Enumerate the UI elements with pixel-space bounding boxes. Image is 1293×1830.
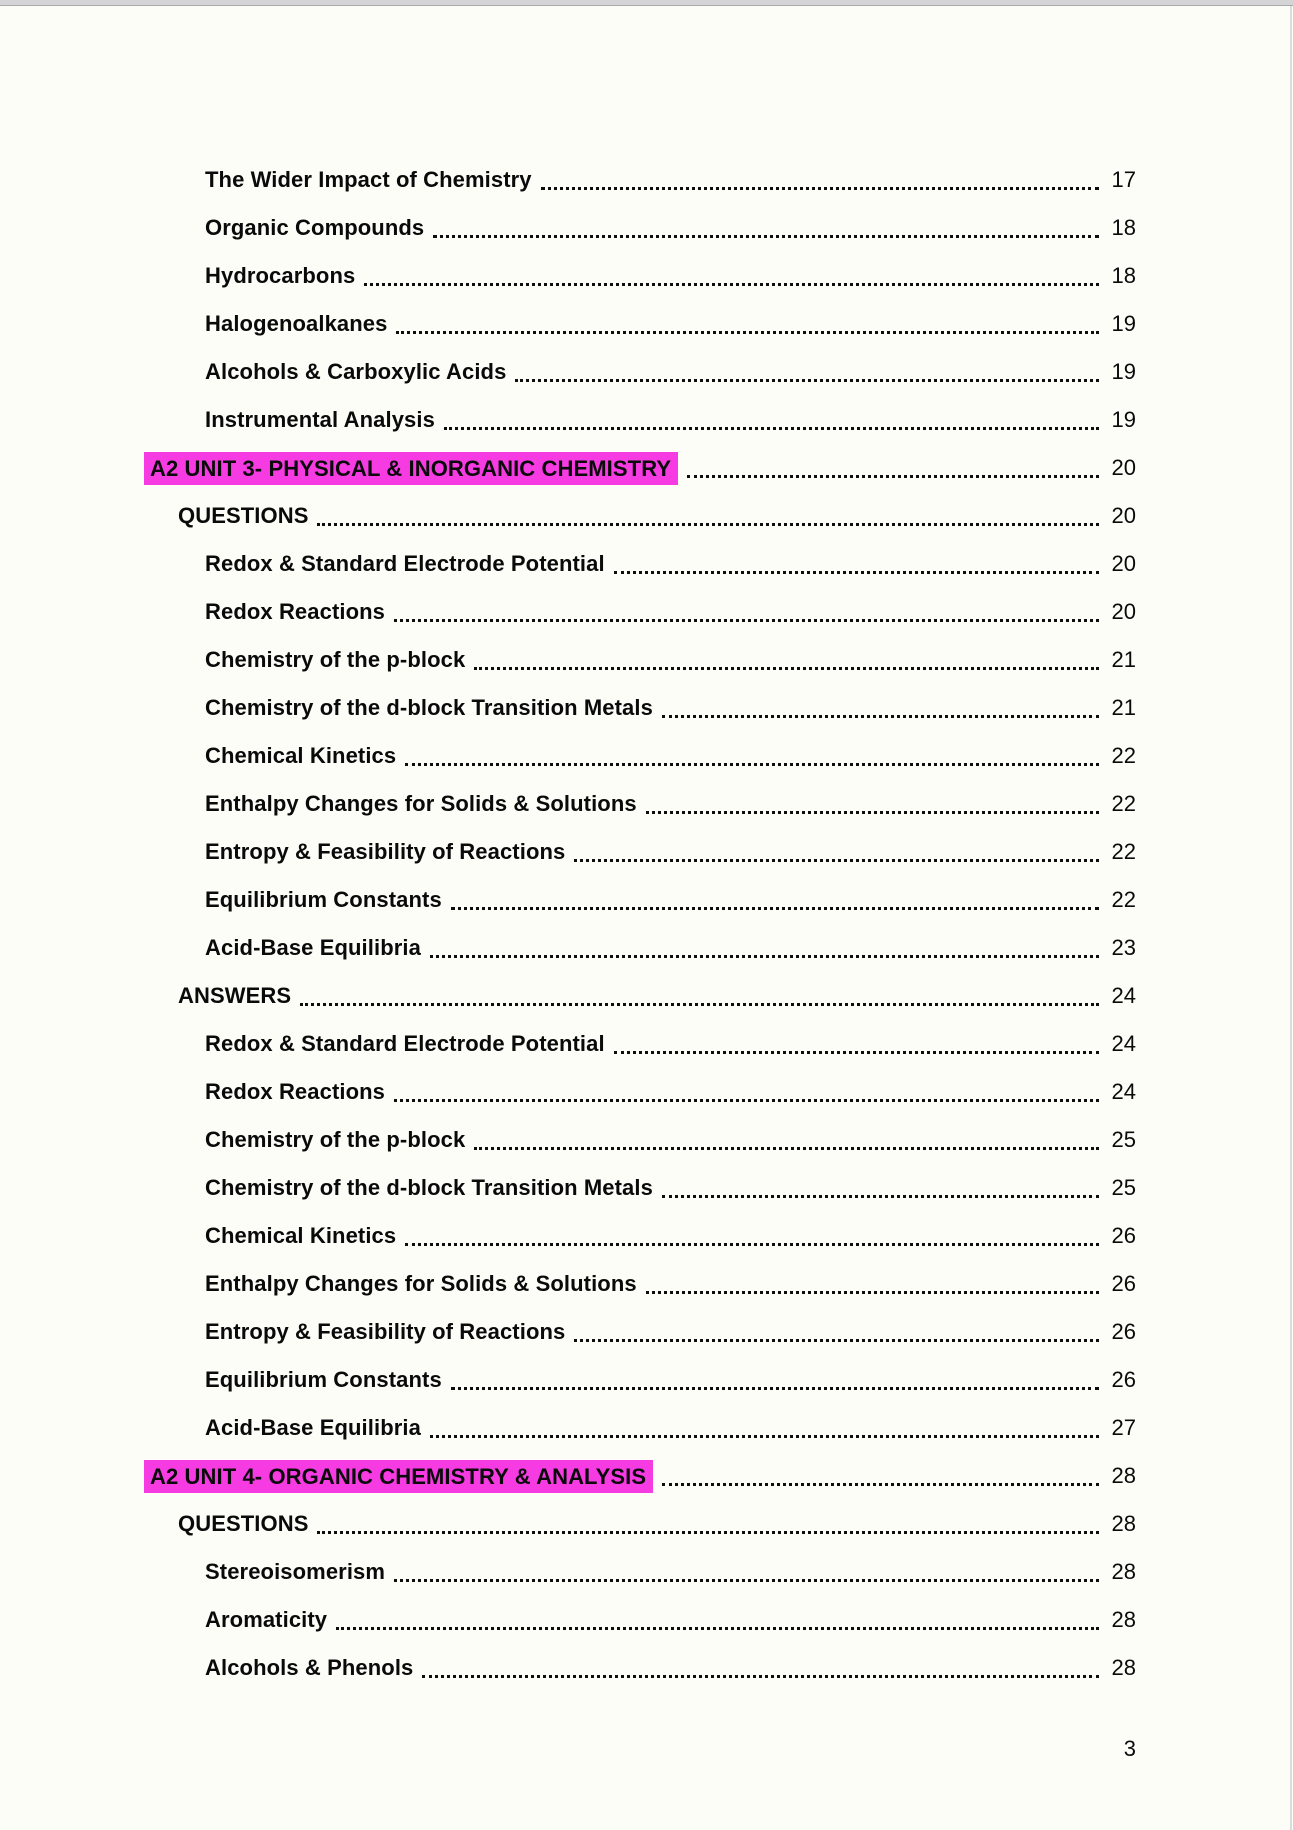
dot-leader — [394, 1099, 1099, 1102]
toc-entry-page-number: 25 — [1111, 1175, 1136, 1200]
dot-leader — [574, 1339, 1099, 1342]
toc-entry-page-number: 28 — [1111, 1511, 1136, 1536]
toc-entry[interactable] — [150, 924, 1136, 972]
toc-entry[interactable] — [150, 1116, 1136, 1164]
toc-entry-label: A2 UNIT 3- PHYSICAL & INORGANIC CHEMISTRY — [144, 452, 678, 485]
toc-entry-page-number: 26 — [1111, 1271, 1136, 1296]
toc-entry-label: Redox Reactions — [205, 599, 385, 624]
toc-entry-page-number: 19 — [1111, 407, 1136, 432]
page-footer — [1124, 1725, 1136, 1773]
toc-entry[interactable] — [150, 1356, 1136, 1404]
dot-leader — [300, 1003, 1099, 1006]
toc-entry-page-number: 22 — [1111, 887, 1136, 912]
toc-entry[interactable] — [150, 540, 1136, 588]
page-right-edge-line — [1290, 6, 1292, 1830]
toc-entry[interactable] — [150, 156, 1136, 204]
toc-entry[interactable] — [150, 1500, 1136, 1548]
dot-leader — [474, 667, 1099, 670]
toc-entry[interactable] — [150, 1404, 1136, 1452]
toc-entry-label: Chemistry of the p-block — [205, 1127, 466, 1152]
toc-entry-page-number: 17 — [1111, 167, 1136, 192]
toc-entry[interactable] — [150, 252, 1136, 300]
toc-entry-page-number: 26 — [1111, 1367, 1136, 1392]
toc-entry[interactable] — [150, 492, 1136, 540]
toc-entry[interactable] — [150, 588, 1136, 636]
toc-entry-label: A2 UNIT 4- ORGANIC CHEMISTRY & ANALYSIS — [144, 1460, 653, 1493]
dot-leader — [405, 763, 1099, 766]
toc-entry-page-number: 18 — [1111, 263, 1136, 288]
toc-entry-label: Chemistry of the p-block — [205, 647, 466, 672]
toc-entry[interactable] — [150, 348, 1136, 396]
toc-entry-label: Alcohols & Carboxylic Acids — [205, 359, 507, 384]
toc-entry-page-number: 24 — [1111, 1031, 1136, 1056]
dot-leader — [405, 1243, 1099, 1246]
toc-entry-label: ANSWERS — [178, 983, 292, 1008]
dot-leader — [687, 475, 1099, 478]
toc-entry-label: Redox & Standard Electrode Potential — [205, 1031, 605, 1056]
dot-leader — [433, 235, 1099, 238]
dot-leader — [422, 1675, 1099, 1678]
toc-entry-label: Alcohols & Phenols — [205, 1655, 414, 1680]
toc-entry[interactable] — [150, 780, 1136, 828]
dot-leader — [646, 1291, 1099, 1294]
dot-leader — [614, 571, 1099, 574]
toc-entry[interactable] — [150, 1452, 1136, 1500]
toc-entry-page-number: 19 — [1111, 359, 1136, 384]
toc-entry[interactable] — [150, 1596, 1136, 1644]
toc-entry[interactable] — [150, 396, 1136, 444]
dot-leader — [430, 1435, 1099, 1438]
dot-leader — [336, 1627, 1099, 1630]
dot-leader — [451, 1387, 1099, 1390]
dot-leader — [614, 1051, 1099, 1054]
toc-entry[interactable] — [150, 876, 1136, 924]
toc-entry-page-number: 20 — [1111, 599, 1136, 624]
toc-entry[interactable] — [150, 732, 1136, 780]
toc-entry-page-number: 28 — [1111, 1607, 1136, 1632]
toc-entry-label: Chemistry of the d-block Transition Metals — [205, 695, 653, 720]
toc-entry-label: QUESTIONS — [178, 503, 309, 528]
toc-entry-label: Enthalpy Changes for Solids & Solutions — [205, 791, 637, 816]
toc-entry-label: QUESTIONS — [178, 1511, 309, 1536]
dot-leader — [646, 811, 1099, 814]
page-number: 3 — [1123, 1736, 1136, 1761]
dot-leader — [317, 1531, 1099, 1534]
toc-entry-page-number: 27 — [1111, 1415, 1136, 1440]
toc-entry-label: Instrumental Analysis — [205, 407, 435, 432]
toc-entry-page-number: 25 — [1111, 1127, 1136, 1152]
toc-entry-label: Organic Compounds — [205, 215, 425, 240]
toc-entry-label: Equilibrium Constants — [205, 887, 442, 912]
dot-leader — [394, 619, 1099, 622]
toc-entry-page-number: 28 — [1111, 1655, 1136, 1680]
toc-entry-page-number: 28 — [1111, 1559, 1136, 1584]
toc-entry-page-number: 19 — [1111, 311, 1136, 336]
dot-leader — [541, 187, 1099, 190]
dot-leader — [662, 715, 1099, 718]
toc-entry-label: Acid-Base Equilibria — [205, 1415, 421, 1440]
toc-entry[interactable] — [150, 828, 1136, 876]
toc-entry-label: Halogenoalkanes — [205, 311, 388, 336]
toc-entry-label: Redox Reactions — [205, 1079, 385, 1104]
dot-leader — [394, 1579, 1099, 1582]
toc-entry-page-number: 20 — [1111, 503, 1136, 528]
dot-leader — [396, 331, 1099, 334]
toc-entry-page-number: 24 — [1111, 1079, 1136, 1104]
toc-entry[interactable] — [150, 1308, 1136, 1356]
toc-entry[interactable] — [150, 1644, 1136, 1692]
toc-entry[interactable] — [150, 1020, 1136, 1068]
toc-entry-label: Entropy & Feasibility of Reactions — [205, 839, 566, 864]
toc-entry[interactable] — [150, 972, 1136, 1020]
toc-entry-page-number: 20 — [1111, 551, 1136, 576]
dot-leader — [515, 379, 1099, 382]
toc-entry-label: Equilibrium Constants — [205, 1367, 442, 1392]
toc-entry[interactable] — [150, 1164, 1136, 1212]
viewport-top-edge — [0, 0, 1293, 6]
toc-entry-page-number: 22 — [1111, 791, 1136, 816]
toc-entry-page-number: 28 — [1111, 1463, 1136, 1488]
toc-entry-page-number: 21 — [1111, 695, 1136, 720]
toc-entry-label: Acid-Base Equilibria — [205, 935, 421, 960]
dot-leader — [474, 1147, 1099, 1150]
toc-entry-page-number: 24 — [1111, 983, 1136, 1008]
dot-leader — [430, 955, 1099, 958]
toc-entry-label: Chemical Kinetics — [205, 1223, 397, 1248]
toc-entry-page-number: 22 — [1111, 743, 1136, 768]
toc-entry[interactable] — [150, 1548, 1136, 1596]
dot-leader — [444, 427, 1099, 430]
toc-entry-label: Enthalpy Changes for Solids & Solutions — [205, 1271, 637, 1296]
toc-entry-label: Chemical Kinetics — [205, 743, 397, 768]
toc-entry-page-number: 18 — [1111, 215, 1136, 240]
toc-entry[interactable] — [150, 1068, 1136, 1116]
toc-entry[interactable] — [150, 636, 1136, 684]
toc-entry-label: Chemistry of the d-block Transition Metals — [205, 1175, 653, 1200]
toc-entry-page-number: 21 — [1111, 647, 1136, 672]
table-of-contents — [150, 156, 1136, 1692]
toc-entry-label: The Wider Impact of Chemistry — [205, 167, 532, 192]
toc-entry[interactable] — [150, 300, 1136, 348]
toc-entry[interactable] — [150, 684, 1136, 732]
dot-leader — [662, 1195, 1099, 1198]
dot-leader — [317, 523, 1099, 526]
toc-entry[interactable] — [150, 1260, 1136, 1308]
toc-entry[interactable] — [150, 204, 1136, 252]
toc-entry-page-number: 23 — [1111, 935, 1136, 960]
toc-entry[interactable] — [150, 1212, 1136, 1260]
toc-entry-label: Redox & Standard Electrode Potential — [205, 551, 605, 576]
toc-entry-page-number: 26 — [1111, 1223, 1136, 1248]
dot-leader — [662, 1483, 1099, 1486]
toc-entry-label: Hydrocarbons — [205, 263, 356, 288]
toc-entry-page-number: 26 — [1111, 1319, 1136, 1344]
toc-entry-page-number: 22 — [1111, 839, 1136, 864]
toc-entry-label: Aromaticity — [205, 1607, 328, 1632]
toc-entry[interactable] — [150, 444, 1136, 492]
dot-leader — [574, 859, 1099, 862]
toc-entry-page-number: 20 — [1111, 455, 1136, 480]
dot-leader — [451, 907, 1099, 910]
dot-leader — [364, 283, 1099, 286]
toc-entry-label: Stereoisomerism — [205, 1559, 386, 1584]
toc-entry-label: Entropy & Feasibility of Reactions — [205, 1319, 566, 1344]
